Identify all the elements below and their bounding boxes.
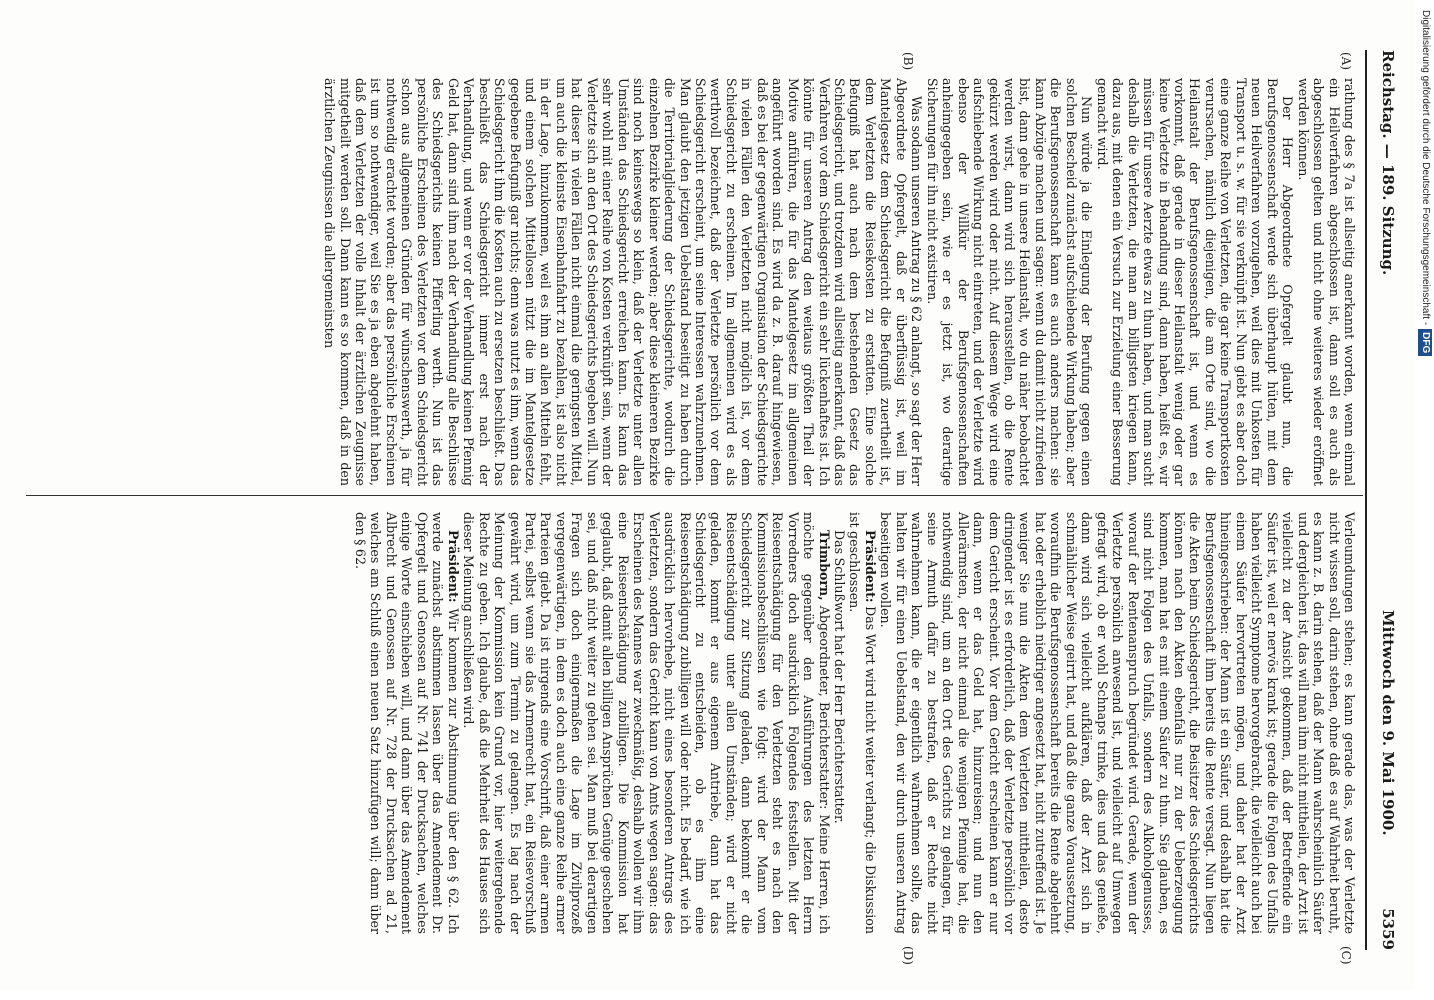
margin-mark-a: (A) (1339, 52, 1353, 71)
column-rule (26, 495, 1363, 496)
right-column (353, 512, 1357, 934)
paragraph: rathung des § 7a ist allseitig anerkannt worden, wenn einmal ein Heilverfahren abgeschlossen ist, dann soll es auch als abgeschlossen gelten und nicht ohne weiteres wieder eröffnet werden können. (1295, 78, 1357, 486)
page-number: 5359 (1379, 908, 1397, 950)
paragraph: Verleumdungen stehen; es kann gerade das, was der Verletzte nicht wissen soll, darin stehen, ohne daß es auf Wahrheit beruht, es kann z. B. darin stehen, daß der Mann wahrscheinlich Säufer und dergleichen ist, das will man ihm nicht mittheilen, der Arzt ist vielleicht zu der Ansicht gekommen, daß der Betreffende ein Säufer ist, weil er nervös krank ist; gerade die Folgen des Unfalls haben vielleicht Symptome hervorgebracht, die vielleicht auch bei einem Säufer hervortreten mögen, und daher hat der Arzt hineingeschrieben: der Mann ist ein Säufer, und deshalb hat die Berufsgenossenschaft ihm bereits die Rente versagt. Nun liegen die Akten beim Schiedsgericht, die Beisitzer des Schiedsgerichts können nach den Akten ebenfalls nur zu der Ueberzeugung kommen, man hat es mit einem Säufer zu thun. Sie glauben, es sind nicht Folgen des Unfalls, sondern des Alkoholgenusses, worauf der Rentenanspruch begründet wird. Gerade, wenn der Verletzte persönlich anwesend ist, und vielleicht auf Umwegen gefragt wird, ob er wohl Schnaps trinke, dies und das genieße, dann wird sich vielleicht aufklären, daß der Arzt sich in schmählicher Weise geirrt hat, und daß die ganze Voraussetzung, woraufhin die Berufsgenossenschaft bereits die Rente abgelehnt hat oder erheblich niedriger angesetzt hat, nicht zutreffend ist. Je weniger Sie nun die Akten dem Verletzten mittheilen, desto dringender ist es erforderlich, daß der Verletzte persönlich vor dem Gericht erscheint. Vor dem Gericht erscheinen kann er nur dann, wenn er das Geld hat, hinzureisen; und nun den Allerärmsten, der nicht einmal die wenigen Pfennige hat, die nothwendig sind, um an den Ort des Gerichts zu gelangen, für seine Armuth dafür zu bestrafen, daß er Rechte nicht wahrnehmen kann, die er eigentlich wahrnehmen sollte, das halten wir für einen Uebelstand, den wir durch unseren Antrag beseitigen wollen. (878, 512, 1357, 934)
paragraph: Das Schlußwort hat der Herr Berichterstatter. (832, 530, 848, 824)
header-date: Mittwoch den 9. Mai 1900. (1379, 610, 1397, 836)
paragraph: Trimborn, Abgeordneter, Berichterstatter: Meine Herren, ich möchte gegenüber den Ausführungen des letzten Herrn Vorredners doch ausdrücklich Folgendes feststellen. Mit der Reiseentschädigung für den Verletzten steht es nach den Kommissionsbeschlüssen wie folgt: wird der Mann vom Schiedsgericht zur Sitzung geladen, dann bekommt er die Reiseentschädigung unter allen Umständen; wird er nicht geladen, kommt er aus eigenem Antriebe, dann hat das Schiedsgericht zu entscheiden, ob es ihm eine Reiseentschädigung zubilligen will oder nicht. Es bedarf, wie ich ausdrücklich hervorhebe, nicht eines besonderen Antrags des Verletzten, sondern das Gericht kann von Amts wegen sagen: das Erscheinen des Mannes war zweckmäßig, deshalb wollen wir ihm eine Reiseentschädigung zubilligen. Die Kommission hat geglaubt, daß damit allen billigen Ansprüchen Genüge geschehen sei, und daß nicht weiter zu gehen sei. Man muß bei derartigen Fragen sich doch einigermaßen die Lage im Zivilprozeß vergegenwärtigen, in dem es doch auch eine ganze Reihe armer Parteien giebt. Da ist nirgends eine Vorschrift, daß einer armen Partei, selbst wenn sie das Armenrecht hat, ein Reisevorschuß gewährt wird, um zum Termin zu gelangen. Es lag nach der Meinung der Kommission kein Grund vor, hier weitergehende Rechte zu geben. Ich glaube, daß die Mehrheit des Hauses sich dieser Meinung anschließen wird. (461, 512, 832, 934)
speaker-name: Präsident: (445, 530, 461, 603)
margin-mark-d: (D) (901, 946, 915, 965)
paragraph: Präsident: Das Wort wird nicht weiter verlangt; die Diskussion ist geschlossen. (847, 512, 878, 934)
running-header (1365, 50, 1405, 950)
dfg-logo: DFG (1418, 329, 1432, 356)
paragraph: Der Herr Abgeordnete Opfergelt glaubt nun, die Berufsgenossenschaft werde sich überhaupt hüten, mit dem neuen Heilverfahren vorzugehen, weil dies mit Unkosten für Transport u. s. w. für sie verknüpft ist. Nun giebt es aber doch eine ganze Reihe von Verletzten, die gar keine Transportkosten verursachen, nämlich diejenigen, die am Orte sind, wo die Heilanstalt der Berufsgenossenschaft ist, und wenn es vorkommt, daß gerade in dieser Heilanstalt wenig oder gar keine Verletzte in Behandlung sind, dann haben, heißt es, wir müssen für unsere Aerzte etwas zu thun haben, und man sucht deshalb die Verletzten, die man am billigsten kriegen kann, dazu aus, mit denen ein Versuch zur Erzielung einer Besserung gemacht wird. (1094, 78, 1296, 486)
margin-mark-c: (C) (1339, 946, 1353, 965)
paragraph: Nun würde ja die Einlegung der Berufung gegen einen solchen Bescheid zunächst aufschiebende Wirkung haben; aber die Berufsgenossenschaft kann es auch anders machen: sie kann Abzüge machen und sagen: wenn du damit nicht zufrieden bist, dann gehe in unsere Heilanstalt, wo du näher beobachtet werden wirst, dann wird sich herausstellen, ob die Rente gekürzt werden wird oder nicht. Auf diesem Wege wird eine aufschiebende Wirkung nicht eintreten, und der Verletzte wird ebenso der Willkür der Berufsgenossenschaften anheimgegeben sein, wie er es jetzt ist, wo derartige Sicherungen für ihn nicht existiren. (924, 78, 1095, 486)
header-rule (1365, 50, 1367, 950)
paragraph: Präsident: Wir kommen zur Abstimmung über den § 62. Ich werde zunächst abstimmen lassen über das Amendement Dr. Opfergelt und Genossen auf Nr. 741 der Drucksachen, welches einige Worte einschieben will, und dann über das Amendement Albrecht und Genossen auf Nr. 728 der Drucksachen ad 21, welches am Schluß einen neuen Satz hinzufügen will; dann über den § 62. (353, 512, 461, 934)
left-column (322, 78, 1357, 486)
margin-mark-b: (B) (901, 52, 915, 71)
speaker-name: Präsident: (862, 530, 878, 603)
speaker-name: Trimborn, (816, 530, 832, 601)
digitization-credit (1418, 10, 1434, 580)
paragraph: Was sodann unseren Antrag zu § 62 anlangt, so sagt der Herr Abgeordnete Opfergelt, daß er überflüssig ist, weil im Mantelgesetz dem Schiedsgericht die Befugniß zuertheilt ist, dem Verletzten die Reisekosten zu erstatten. Eine solche Befugniß hat auch nach dem bestehenden Gesetz das Schiedsgericht, und trotzdem wird allseitig anerkannt, daß das Verfahren vor dem Schiedsgericht ein sehr lückenhaftes ist. Ich könnte für unseren Antrag den weitaus größten Theil der Motive anführen, die für das Mantelgesetz im allgemeinen angeführt worden sind. Es wird da z. B. darauf hingewiesen, daß es bei der gegenwärtigen Organisation der Schiedsgerichte in vielen Fällen den Verletzten nicht möglich ist, vor dem Schiedsgericht zu erscheinen. Im allgemeinen wird es als werthvoll bezeichnet, daß der Verletzte persönlich vor dem Schiedsgericht erscheint, um seine Interessen wahrzunehmen. Man glaubt den jetzigen Uebelstand beseitigt zu haben durch die Territorialgliederung der Schiedsgerichte, wodurch die einzelnen Bezirke kleiner werden; aber diese kleineren Bezirke sind noch keineswegs so klein, daß der Verletzte unter allen Umständen das Schiedsgericht erreichen kann. Es kann das sehr wohl mit einer Reihe von Kosten verknüpft sein, wenn der Verletzte sich an den Ort des Schiedsgerichts begeben will. Nun hat dieser in vielen Fällen nicht einmal die geringsten Mittel, um auch die kleinste Eisenbahnfahrt zu bezahlen, ist also nicht in der Lage, hinzukommen, weil es ihm an allen Mitteln fehlt, und einem solchen Mittellosen nützt die im Mantelgesetze gegebene Befugniß gar nichts; denn was nutzt es ihm, wenn das Schiedsgericht ihm die Kosten auch zu ersetzen beschließt. Das beschließt das Schiedsgericht immer erst nach der Verhandlung, und wenn er vor der Verhandlung keinen Pfennig Geld hat, dann sind ihm nach der Verhandlung alle Beschlüsse des Schiedsgerichts keinen Pifferling werth. Nun ist das persönliche Erscheinen des Verletzten vor dem Schiedsgericht schon aus allgemeinen Gründen für wünschenswerth, ja für nothwendig erachtet worden; aber das persönliche Erscheinen ist um so nothwendiger, weil Sie es ja eben abgelehnt haben, daß dem Verletzten der volle Inhalt der ärztlichen Zeugnisse mitgetheilt werden soll. Dann kann es so kommen, daß in den ärztlichen Zeugnissen die allergemeinsten (322, 78, 925, 486)
credit-text: Digitalisierung gefördert durch die Deutsche Forschungsgemeinschaft - (1420, 10, 1431, 326)
header-left: Reichstag. — 189. Sitzung. (1379, 50, 1397, 276)
